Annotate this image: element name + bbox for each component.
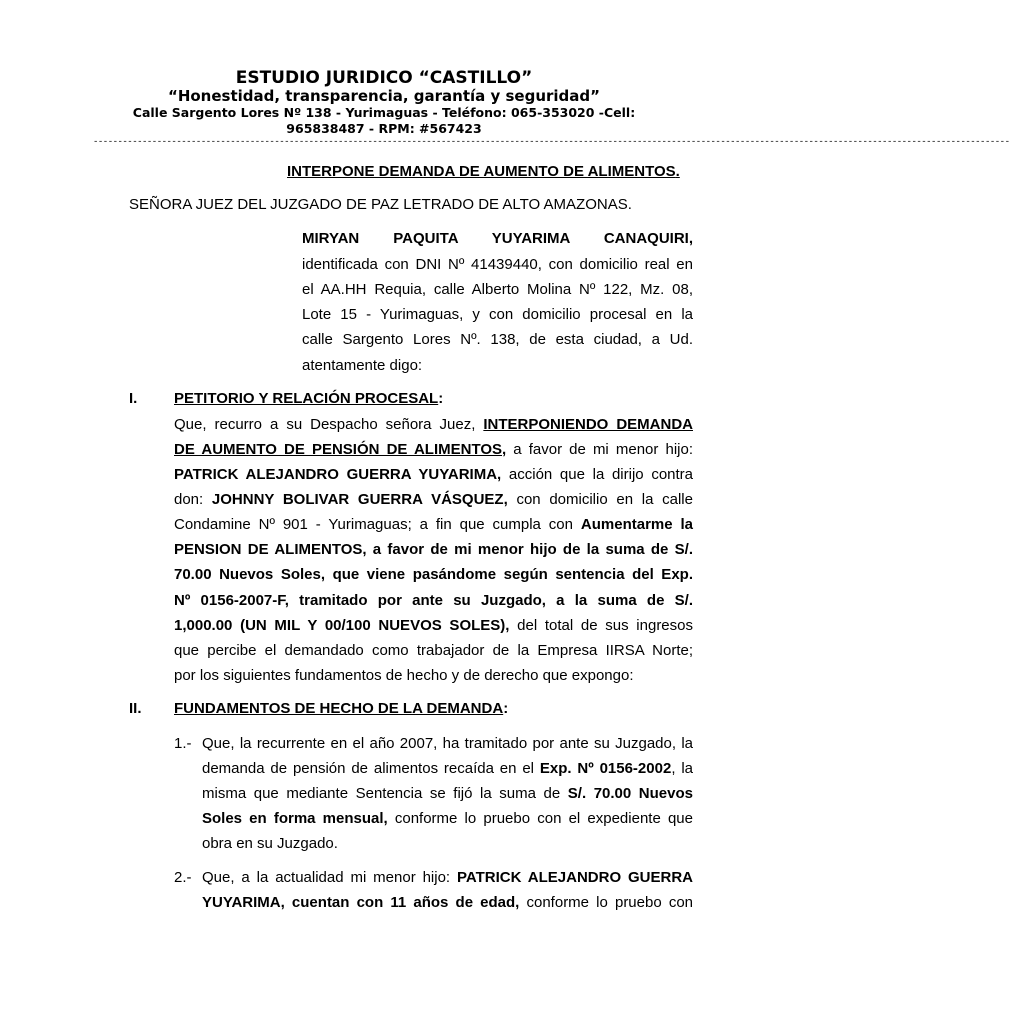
section-1-heading-end: : — [438, 390, 444, 407]
addressee: SEÑORA JUEZ DEL JUZGADO DE PAZ LETRADO DE ALTO AMAZONAS. — [129, 196, 632, 213]
text-run: acción que la dirijo contra — [501, 466, 694, 483]
section-1-number: I. — [129, 390, 138, 407]
text-run-bold: Exp. Nº 0156-2002 — [539, 760, 672, 777]
text-run-bold: 1,000.00 (UN MIL Y 00/100 NUEVOS SOLES), — [174, 617, 510, 634]
text-run: del total de sus ingresos — [509, 617, 693, 634]
text-run-bold: YUYARIMA, cuentan con 11 años de edad, — [202, 894, 520, 911]
item-1-line-4 — [202, 810, 693, 827]
item-1-line-5: obra en su Juzgado. — [202, 835, 338, 852]
item-1-line-3 — [202, 785, 693, 802]
text-run: Condamine Nº 901 - Yurimaguas; a fin que cumpla con — [174, 516, 581, 533]
text-run-bold: Aumentarme la — [580, 516, 693, 533]
separator-line: ------------------------------------------------------------------------------------------------------------------------------------------------------------------------------------------- — [93, 137, 1009, 147]
item-1-line-1: Que, la recurrente en el año 2007, ha tramitado por ante su Juzgado, la — [202, 735, 693, 752]
item-2-line-2 — [202, 894, 693, 911]
section-1-line-11: por los siguientes fundamentos de hecho y de derecho que expongo: — [174, 667, 634, 684]
section-1-line-4 — [174, 491, 693, 508]
section-1-line-8: Nº 0156-2007-F, tramitado por ante su Juzgado, a la suma de S/. — [174, 592, 693, 609]
section-1-line-9 — [174, 617, 693, 634]
text-run: , la — [671, 760, 694, 777]
document-title — [287, 163, 680, 180]
document-title-text: INTERPONE DEMANDA DE AUMENTO DE ALIMENTOS — [287, 163, 676, 180]
section-1-line-6: PENSION DE ALIMENTOS, a favor de mi menor hijo de la suma de S/. — [174, 541, 693, 558]
document-title-end: . — [675, 163, 680, 180]
section-1-heading-text: PETITORIO Y RELACIÓN PROCESAL — [174, 390, 439, 407]
section-2-number: II. — [129, 700, 142, 717]
section-2-heading — [174, 700, 508, 717]
plaintiff-line-4: calle Sargento Lores Nº. 138, de esta ciudad, a Ud. — [302, 331, 693, 348]
text-run-bold: S/. 70.00 Nuevos — [567, 785, 693, 802]
section-1-line-10: que percibe el demandado como trabajador de la Empresa IIRSA Norte; — [174, 642, 693, 659]
text-run-bold: , — [502, 441, 507, 458]
text-run-bold: INTERPONIENDO DEMANDA — [483, 416, 693, 433]
item-2-line-1 — [202, 869, 693, 886]
firm-name: ESTUDIO JURIDICO “CASTILLO” — [235, 68, 533, 88]
plaintiff-line-1: identificada con DNI Nº 41439440, con domicilio real en — [302, 256, 693, 273]
text-run: conforme lo pruebo con — [519, 894, 694, 911]
text-run: misma que mediante Sentencia se fijó la suma de — [202, 785, 568, 802]
section-1-line-5 — [174, 516, 693, 533]
text-run-bold: JOHNNY BOLIVAR GUERRA VÁSQUEZ, — [211, 491, 508, 508]
text-run-bold: PATRICK ALEJANDRO GUERRA — [457, 869, 693, 886]
plaintiff-name: MIRYAN PAQUITA YUYARIMA CANAQUIRI, — [302, 230, 693, 247]
section-1-line-2 — [174, 441, 693, 458]
section-1-line-1 — [174, 416, 693, 433]
plaintiff-line-2: el AA.HH Requia, calle Alberto Molina Nº 122, Mz. 08, — [302, 281, 693, 298]
firm-motto: “Honestidad, transparencia, garantía y seguridad” — [167, 87, 601, 105]
plaintiff-line-3: Lote 15 - Yurimaguas, y con domicilio procesal en la — [302, 306, 693, 323]
firm-address-line-2: 965838487 - RPM: #567423 — [286, 121, 482, 136]
text-run: con domicilio en la calle — [507, 491, 693, 508]
text-run-bold: PATRICK ALEJANDRO GUERRA YUYARIMA, — [174, 466, 502, 483]
plaintiff-last-line: atentamente digo: — [302, 357, 423, 374]
item-1-number: 1.- — [174, 735, 192, 752]
section-2-heading-text: FUNDAMENTOS DE HECHO DE LA DEMANDA — [174, 700, 504, 717]
text-run: conforme lo pruebo con el expediente que — [387, 810, 693, 827]
text-run: a favor de mi menor hijo: — [506, 441, 693, 458]
text-run-bold: DE AUMENTO DE PENSIÓN DE ALIMENTOS — [174, 441, 503, 458]
text-run: don: — [174, 491, 212, 508]
text-run: Que, recurro a su Despacho señora Juez, — [174, 416, 484, 433]
firm-address-line-1: Calle Sargento Lores Nº 138 - Yurimaguas - Teléfono: 065-353020 -Cell: — [132, 105, 636, 120]
section-1-line-7: 70.00 Nuevos Soles, que viene pasándome según sentencia del Exp. — [174, 566, 693, 583]
section-2-heading-end: : — [503, 700, 509, 717]
item-2-number: 2.- — [174, 869, 192, 886]
section-1-heading — [174, 390, 443, 407]
text-run-bold: Soles en forma mensual, — [202, 810, 388, 827]
item-1-line-2 — [202, 760, 693, 777]
section-1-line-3 — [174, 466, 693, 483]
text-run: demanda de pensión de alimentos recaída en el — [202, 760, 540, 777]
text-run: Que, a la actualidad mi menor hijo: — [202, 869, 457, 886]
